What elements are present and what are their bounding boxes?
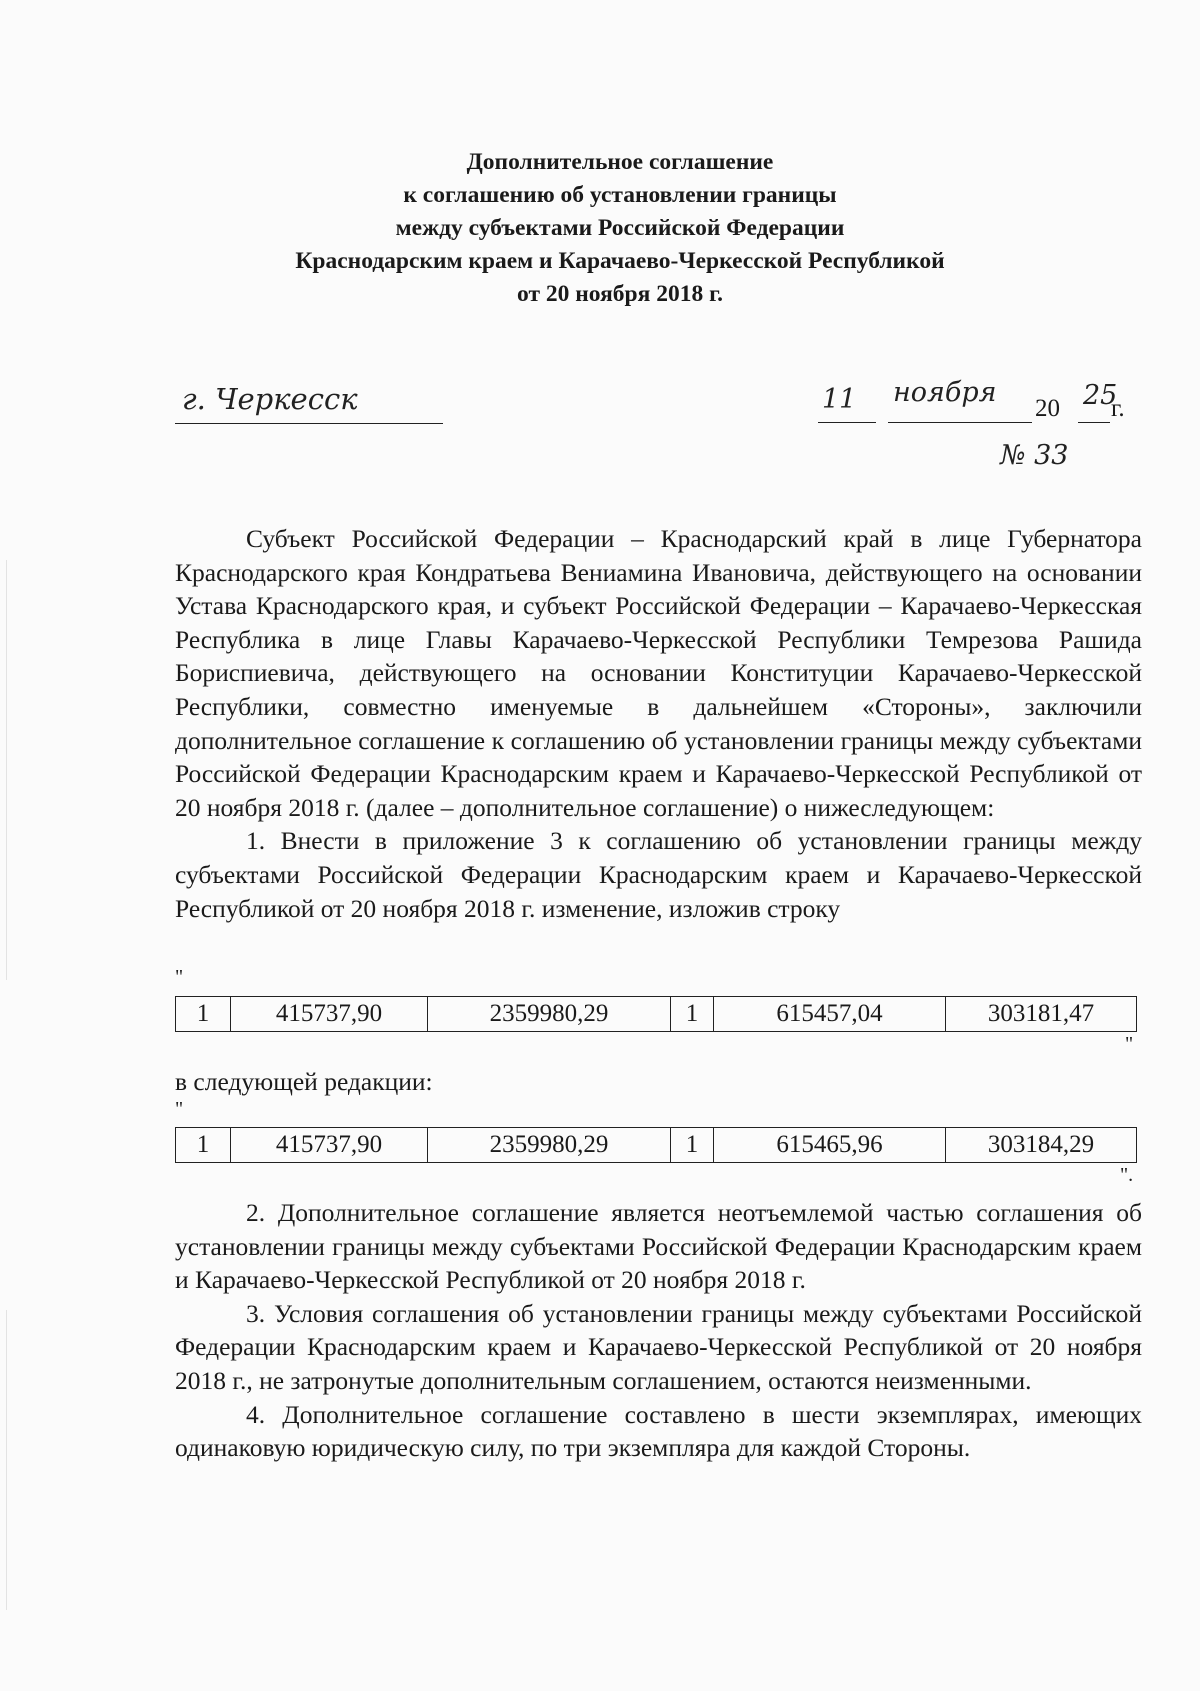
day-underline [818,422,876,423]
close-quote-period: ". [1120,1164,1134,1186]
date-year-unit: г. [1111,395,1125,422]
title-line: между субъектами Российской Федерации [395,215,845,241]
table-cell: 1 [671,1128,714,1163]
table-cell: 1 [176,1128,231,1163]
preamble-paragraph: Субъект Российской Федерации – Краснодарский край в лице Губернатора Краснодарского края Кондратьева Вениамина Ивановича, действующего на основании Устава Краснодарского края, и субъект Российской Федерации – Карачаево-Черкесская Республика в лице Главы Карачаево-Черкесской Республики Темрезова Рашида Бориспиевича, действующего на основании Конституции Карачаево-Черкесской Республики, совместно именуемые в дальнейшем «Стороны», заключили дополнительное соглашение к соглашению об установлении границы между субъектами Российской Федерации Краснодарским краем и Карачаево-Черкесской Республикой от 20 ноября 2018 г. (далее – дополнительное соглашение) о нижеследующем: [175,524,1142,822]
table-row [176,997,1137,1032]
next-edition-label: в следующей редакции: [175,1067,433,1096]
date-year-prefix: 20 [1035,395,1060,422]
item-2-paragraph: 2. Дополнительное соглашение является неотъемлемой частью соглашения об установлении границы между субъектами Российской Федерации Краснодарским краем и Карачаево-Черкесской Республикой от 20 ноября 2018 г. [175,1198,1142,1295]
table-cell: 1 [671,997,714,1032]
handwritten-city: г. Черкесск [182,382,358,416]
table-row [176,1128,1137,1163]
open-quote: " [175,966,184,988]
new-coordinates-table [175,1127,1137,1163]
year-underline [1078,422,1110,423]
item-1-paragraph: 1. Внести в приложение 3 к соглашению об установлении границы между субъектами Российской Федерации Краснодарским краем и Карачаево-Черкесской Республикой от 20 ноября 2018 г. изменение, изложив строку [175,826,1142,923]
body-text-top [175,522,1142,925]
body-text-mid [175,1065,1142,1099]
handwritten-date-year: 25 [1083,380,1118,411]
title-line: к соглашению об установлении границы [403,182,837,208]
handwritten-document-number: № 33 [1000,440,1069,471]
title-line: Дополнительное соглашение [466,149,774,175]
table-cell: 303181,47 [946,997,1137,1032]
title-line: от 20 ноября 2018 г. [517,281,723,307]
table-cell: 2359980,29 [428,997,671,1032]
city-underline [175,423,443,424]
item-3-paragraph: 3. Условия соглашения об установлении границы между субъектами Российской Федерации Краснодарским краем и Карачаево-Черкесской Республикой от 20 ноября 2018 г., не затронутые дополнительным соглашением, остаются неизменными. [175,1298,1142,1395]
table-cell: 415737,90 [231,997,428,1032]
table-cell: 303184,29 [946,1128,1137,1163]
old-coordinates-table [175,996,1137,1032]
table-cell: 1 [176,997,231,1032]
close-quote: " [1125,1033,1134,1055]
month-underline [888,422,1032,423]
item-4-paragraph: 4. Дополнительное соглашение составлено в шести экземплярах, имеющих одинаковую юридическую силу, по три экземпляра для каждой Стороны. [175,1399,1142,1463]
body-text-bottom [175,1196,1142,1465]
handwritten-date-month: ноября [893,377,997,408]
table-cell: 615465,96 [714,1128,946,1163]
open-quote: " [175,1098,184,1120]
table-cell: 415737,90 [231,1128,428,1163]
document-title [220,146,1020,311]
handwritten-date-day: 11 [822,384,857,415]
table-cell: 2359980,29 [428,1128,671,1163]
title-line: Краснодарским краем и Карачаево-Черкесской Республикой [295,248,945,274]
table-cell: 615457,04 [714,997,946,1032]
scan-edge-mark [6,560,7,980]
scan-edge-mark [6,1310,7,1610]
